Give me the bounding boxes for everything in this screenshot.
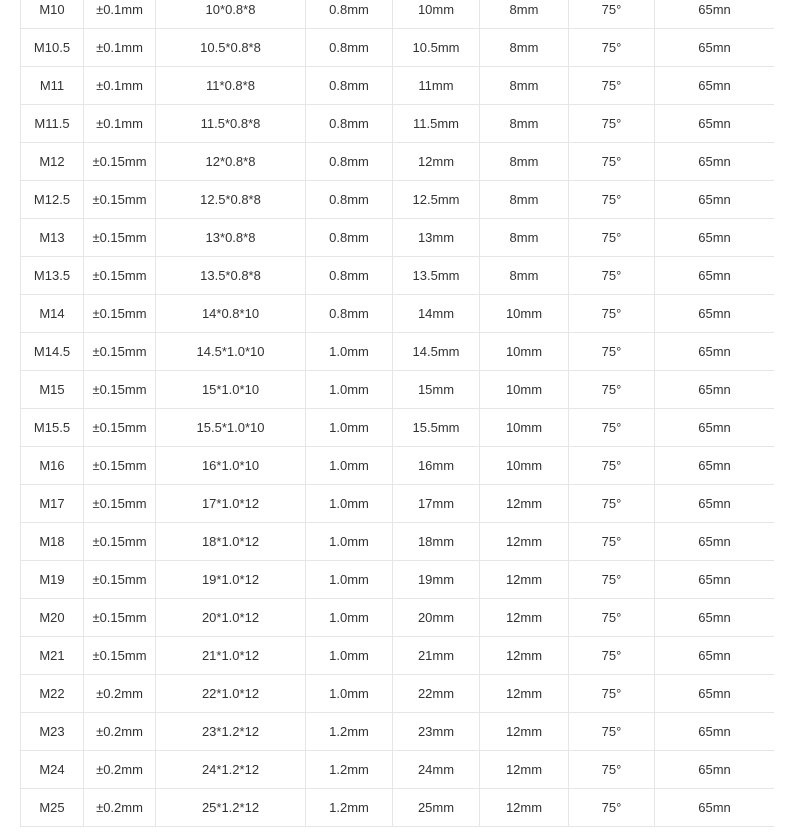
material-cell: 65mn <box>655 409 775 447</box>
material-cell: 65mn <box>655 181 775 219</box>
spec-cell: 16*1.0*10 <box>156 447 306 485</box>
angle-cell: 75° <box>569 485 655 523</box>
material-cell: 65mn <box>655 751 775 789</box>
table-row <box>21 751 775 789</box>
spec-cell: 11.5*0.8*8 <box>156 105 306 143</box>
thickness-cell: 0.8mm <box>306 257 393 295</box>
diameter-cell: 12mm <box>393 143 480 181</box>
angle-cell: 75° <box>569 295 655 333</box>
thickness-cell: 1.0mm <box>306 523 393 561</box>
spec-cell: 25*1.2*12 <box>156 789 306 827</box>
tolerance-cell: ±0.15mm <box>84 409 156 447</box>
table-row <box>21 181 775 219</box>
size-cell: M17 <box>21 485 84 523</box>
thickness-cell: 1.2mm <box>306 751 393 789</box>
thickness-cell: 1.0mm <box>306 561 393 599</box>
spec-table-container <box>20 0 774 827</box>
thickness-cell: 0.8mm <box>306 181 393 219</box>
thickness-cell: 0.8mm <box>306 67 393 105</box>
spec-cell: 24*1.2*12 <box>156 751 306 789</box>
tolerance-cell: ±0.1mm <box>84 105 156 143</box>
size-cell: M23 <box>21 713 84 751</box>
length-cell: 8mm <box>480 143 569 181</box>
length-cell: 10mm <box>480 447 569 485</box>
spec-cell: 22*1.0*12 <box>156 675 306 713</box>
tolerance-cell: ±0.1mm <box>84 29 156 67</box>
material-cell: 65mn <box>655 789 775 827</box>
tolerance-cell: ±0.15mm <box>84 295 156 333</box>
size-cell: M13.5 <box>21 257 84 295</box>
tolerance-cell: ±0.2mm <box>84 789 156 827</box>
diameter-cell: 12.5mm <box>393 181 480 219</box>
spec-cell: 19*1.0*12 <box>156 561 306 599</box>
spec-table-body <box>21 0 775 827</box>
material-cell: 65mn <box>655 257 775 295</box>
material-cell: 65mn <box>655 637 775 675</box>
diameter-cell: 10.5mm <box>393 29 480 67</box>
material-cell: 65mn <box>655 0 775 29</box>
size-cell: M13 <box>21 219 84 257</box>
thickness-cell: 1.2mm <box>306 713 393 751</box>
diameter-cell: 14mm <box>393 295 480 333</box>
material-cell: 65mn <box>655 485 775 523</box>
spec-cell: 12.5*0.8*8 <box>156 181 306 219</box>
diameter-cell: 15.5mm <box>393 409 480 447</box>
angle-cell: 75° <box>569 751 655 789</box>
material-cell: 65mn <box>655 371 775 409</box>
diameter-cell: 22mm <box>393 675 480 713</box>
size-cell: M22 <box>21 675 84 713</box>
angle-cell: 75° <box>569 0 655 29</box>
table-row <box>21 257 775 295</box>
diameter-cell: 20mm <box>393 599 480 637</box>
material-cell: 65mn <box>655 447 775 485</box>
tolerance-cell: ±0.15mm <box>84 219 156 257</box>
angle-cell: 75° <box>569 257 655 295</box>
size-cell: M15 <box>21 371 84 409</box>
tolerance-cell: ±0.15mm <box>84 561 156 599</box>
material-cell: 65mn <box>655 143 775 181</box>
tolerance-cell: ±0.15mm <box>84 637 156 675</box>
spec-cell: 13.5*0.8*8 <box>156 257 306 295</box>
thickness-cell: 1.0mm <box>306 333 393 371</box>
length-cell: 12mm <box>480 751 569 789</box>
tolerance-cell: ±0.2mm <box>84 751 156 789</box>
size-cell: M14.5 <box>21 333 84 371</box>
table-row <box>21 143 775 181</box>
material-cell: 65mn <box>655 105 775 143</box>
table-row <box>21 561 775 599</box>
diameter-cell: 10mm <box>393 0 480 29</box>
table-row <box>21 219 775 257</box>
diameter-cell: 17mm <box>393 485 480 523</box>
diameter-cell: 25mm <box>393 789 480 827</box>
size-cell: M15.5 <box>21 409 84 447</box>
thickness-cell: 0.8mm <box>306 295 393 333</box>
length-cell: 12mm <box>480 675 569 713</box>
tolerance-cell: ±0.15mm <box>84 333 156 371</box>
spec-cell: 11*0.8*8 <box>156 67 306 105</box>
spec-cell: 15*1.0*10 <box>156 371 306 409</box>
size-cell: M25 <box>21 789 84 827</box>
material-cell: 65mn <box>655 713 775 751</box>
angle-cell: 75° <box>569 637 655 675</box>
tolerance-cell: ±0.15mm <box>84 257 156 295</box>
spec-cell: 20*1.0*12 <box>156 599 306 637</box>
thickness-cell: 0.8mm <box>306 143 393 181</box>
material-cell: 65mn <box>655 333 775 371</box>
length-cell: 8mm <box>480 29 569 67</box>
size-cell: M12.5 <box>21 181 84 219</box>
thickness-cell: 1.0mm <box>306 675 393 713</box>
thickness-cell: 1.0mm <box>306 485 393 523</box>
length-cell: 10mm <box>480 409 569 447</box>
length-cell: 8mm <box>480 67 569 105</box>
tolerance-cell: ±0.2mm <box>84 675 156 713</box>
length-cell: 10mm <box>480 333 569 371</box>
size-cell: M14 <box>21 295 84 333</box>
diameter-cell: 18mm <box>393 523 480 561</box>
thickness-cell: 1.0mm <box>306 447 393 485</box>
length-cell: 12mm <box>480 523 569 561</box>
size-cell: M18 <box>21 523 84 561</box>
tolerance-cell: ±0.15mm <box>84 447 156 485</box>
thickness-cell: 1.0mm <box>306 599 393 637</box>
size-cell: M16 <box>21 447 84 485</box>
angle-cell: 75° <box>569 447 655 485</box>
thickness-cell: 0.8mm <box>306 0 393 29</box>
material-cell: 65mn <box>655 523 775 561</box>
tolerance-cell: ±0.15mm <box>84 181 156 219</box>
angle-cell: 75° <box>569 675 655 713</box>
diameter-cell: 13.5mm <box>393 257 480 295</box>
spec-table <box>20 0 775 827</box>
spec-cell: 14.5*1.0*10 <box>156 333 306 371</box>
diameter-cell: 21mm <box>393 637 480 675</box>
length-cell: 8mm <box>480 105 569 143</box>
material-cell: 65mn <box>655 67 775 105</box>
diameter-cell: 13mm <box>393 219 480 257</box>
material-cell: 65mn <box>655 599 775 637</box>
thickness-cell: 0.8mm <box>306 219 393 257</box>
angle-cell: 75° <box>569 219 655 257</box>
size-cell: M19 <box>21 561 84 599</box>
angle-cell: 75° <box>569 523 655 561</box>
angle-cell: 75° <box>569 561 655 599</box>
tolerance-cell: ±0.15mm <box>84 143 156 181</box>
length-cell: 8mm <box>480 0 569 29</box>
length-cell: 12mm <box>480 789 569 827</box>
diameter-cell: 19mm <box>393 561 480 599</box>
angle-cell: 75° <box>569 143 655 181</box>
angle-cell: 75° <box>569 599 655 637</box>
tolerance-cell: ±0.15mm <box>84 599 156 637</box>
angle-cell: 75° <box>569 713 655 751</box>
table-row <box>21 599 775 637</box>
spec-cell: 10*0.8*8 <box>156 0 306 29</box>
diameter-cell: 11.5mm <box>393 105 480 143</box>
page-margin <box>774 0 800 833</box>
angle-cell: 75° <box>569 333 655 371</box>
table-row <box>21 675 775 713</box>
diameter-cell: 24mm <box>393 751 480 789</box>
table-row <box>21 789 775 827</box>
table-row <box>21 409 775 447</box>
spec-cell: 15.5*1.0*10 <box>156 409 306 447</box>
table-row <box>21 105 775 143</box>
size-cell: M12 <box>21 143 84 181</box>
length-cell: 12mm <box>480 561 569 599</box>
diameter-cell: 11mm <box>393 67 480 105</box>
table-row <box>21 371 775 409</box>
angle-cell: 75° <box>569 409 655 447</box>
length-cell: 8mm <box>480 181 569 219</box>
thickness-cell: 1.2mm <box>306 789 393 827</box>
table-row <box>21 485 775 523</box>
tolerance-cell: ±0.2mm <box>84 713 156 751</box>
table-row <box>21 29 775 67</box>
material-cell: 65mn <box>655 675 775 713</box>
angle-cell: 75° <box>569 29 655 67</box>
size-cell: M21 <box>21 637 84 675</box>
table-row <box>21 637 775 675</box>
table-row <box>21 523 775 561</box>
size-cell: M11 <box>21 67 84 105</box>
angle-cell: 75° <box>569 181 655 219</box>
spec-cell: 23*1.2*12 <box>156 713 306 751</box>
length-cell: 12mm <box>480 485 569 523</box>
angle-cell: 75° <box>569 371 655 409</box>
thickness-cell: 1.0mm <box>306 637 393 675</box>
spec-cell: 21*1.0*12 <box>156 637 306 675</box>
length-cell: 12mm <box>480 713 569 751</box>
length-cell: 10mm <box>480 295 569 333</box>
length-cell: 8mm <box>480 219 569 257</box>
length-cell: 10mm <box>480 371 569 409</box>
thickness-cell: 1.0mm <box>306 371 393 409</box>
size-cell: M10.5 <box>21 29 84 67</box>
thickness-cell: 0.8mm <box>306 105 393 143</box>
spec-cell: 13*0.8*8 <box>156 219 306 257</box>
material-cell: 65mn <box>655 219 775 257</box>
size-cell: M11.5 <box>21 105 84 143</box>
size-cell: M24 <box>21 751 84 789</box>
tolerance-cell: ±0.1mm <box>84 67 156 105</box>
table-row <box>21 0 775 29</box>
length-cell: 8mm <box>480 257 569 295</box>
table-row <box>21 295 775 333</box>
table-row <box>21 67 775 105</box>
length-cell: 12mm <box>480 637 569 675</box>
thickness-cell: 0.8mm <box>306 29 393 67</box>
diameter-cell: 16mm <box>393 447 480 485</box>
material-cell: 65mn <box>655 29 775 67</box>
tolerance-cell: ±0.1mm <box>84 0 156 29</box>
diameter-cell: 15mm <box>393 371 480 409</box>
table-row <box>21 713 775 751</box>
spec-cell: 12*0.8*8 <box>156 143 306 181</box>
material-cell: 65mn <box>655 295 775 333</box>
size-cell: M20 <box>21 599 84 637</box>
spec-cell: 17*1.0*12 <box>156 485 306 523</box>
angle-cell: 75° <box>569 105 655 143</box>
spec-cell: 14*0.8*10 <box>156 295 306 333</box>
diameter-cell: 14.5mm <box>393 333 480 371</box>
length-cell: 12mm <box>480 599 569 637</box>
table-row <box>21 447 775 485</box>
thickness-cell: 1.0mm <box>306 409 393 447</box>
angle-cell: 75° <box>569 789 655 827</box>
table-row <box>21 333 775 371</box>
diameter-cell: 23mm <box>393 713 480 751</box>
spec-cell: 10.5*0.8*8 <box>156 29 306 67</box>
tolerance-cell: ±0.15mm <box>84 485 156 523</box>
material-cell: 65mn <box>655 561 775 599</box>
size-cell: M10 <box>21 0 84 29</box>
tolerance-cell: ±0.15mm <box>84 523 156 561</box>
spec-cell: 18*1.0*12 <box>156 523 306 561</box>
tolerance-cell: ±0.15mm <box>84 371 156 409</box>
angle-cell: 75° <box>569 67 655 105</box>
